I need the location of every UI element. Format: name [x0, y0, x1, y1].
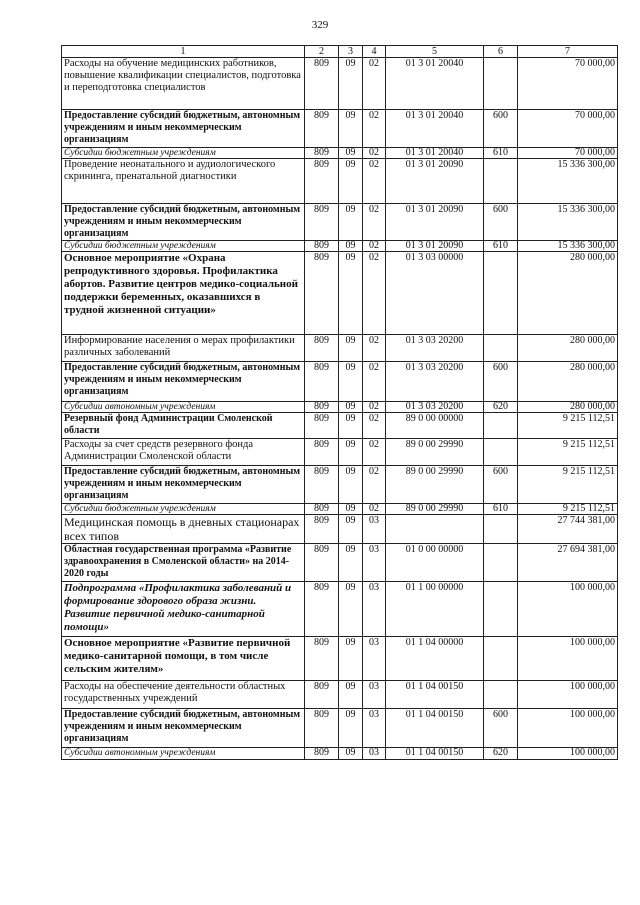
row-name: Субсидии бюджетным учреждениям: [62, 148, 305, 159]
row-section-code: 09: [339, 402, 363, 413]
row-name: Предоставление субсидий бюджетным, автономным учреждениям и иным некоммерческим организациям: [62, 204, 305, 241]
row-expense-type: [484, 159, 518, 204]
row-name: Информирование населения о мерах профилактики различных заболеваний: [62, 335, 305, 362]
row-amount: 280 000,00: [518, 402, 618, 413]
row-expense-type: 600: [484, 110, 518, 148]
row-section-code: 09: [339, 582, 363, 637]
row-amount: 280 000,00: [518, 335, 618, 362]
row-amount: 27 694 381,00: [518, 544, 618, 582]
table-row: [62, 504, 618, 515]
row-target-article: 01 3 01 20040: [386, 110, 484, 148]
row-target-article: 01 3 03 20200: [386, 362, 484, 402]
table-body: [62, 58, 618, 760]
row-expense-type: 610: [484, 504, 518, 515]
row-name: Предоставление субсидий бюджетным, автономным учреждениям и иным некоммерческим организациям: [62, 362, 305, 402]
row-expense-type: 600: [484, 709, 518, 748]
table-row: [62, 335, 618, 362]
row-section-code: 09: [339, 637, 363, 681]
row-section-code: 09: [339, 110, 363, 148]
row-ministry-code: 809: [305, 709, 339, 748]
row-name: Предоставление субсидий бюджетным, автономным учреждениям и иным некоммерческим организациям: [62, 466, 305, 504]
table-row: [62, 58, 618, 110]
row-ministry-code: 809: [305, 681, 339, 709]
page-number: 329: [311, 19, 329, 31]
table-row: [62, 252, 618, 335]
row-expense-type: 610: [484, 148, 518, 159]
row-name: Расходы на обеспечение деятельности областных государственных учреждений: [62, 681, 305, 709]
row-section-code: 09: [339, 148, 363, 159]
row-ministry-code: 809: [305, 402, 339, 413]
row-expense-type: 600: [484, 204, 518, 241]
row-subsection-code: 02: [363, 439, 386, 466]
row-subsection-code: 02: [363, 252, 386, 335]
table-row: [62, 748, 618, 760]
row-ministry-code: 809: [305, 148, 339, 159]
row-target-article: 01 3 01 20040: [386, 58, 484, 110]
row-name: Основное мероприятие «Развитие первичной медико-санитарной помощи, в том числе сельским жителям»: [62, 637, 305, 681]
row-section-code: 09: [339, 241, 363, 252]
row-section-code: 09: [339, 748, 363, 760]
row-expense-type: 600: [484, 466, 518, 504]
row-section-code: 09: [339, 159, 363, 204]
row-subsection-code: 02: [363, 504, 386, 515]
row-section-code: 09: [339, 515, 363, 544]
row-amount: 9 215 112,51: [518, 439, 618, 466]
row-target-article: 01 3 03 20200: [386, 335, 484, 362]
table-row: [62, 582, 618, 637]
row-subsection-code: 03: [363, 582, 386, 637]
row-ministry-code: 809: [305, 252, 339, 335]
col-header-6: 6: [484, 46, 518, 58]
row-section-code: 09: [339, 466, 363, 504]
row-target-article: 01 0 00 00000: [386, 544, 484, 582]
row-target-article: 89 0 00 29990: [386, 504, 484, 515]
row-section-code: 09: [339, 504, 363, 515]
col-header-3: 3: [339, 46, 363, 58]
table-row: [62, 159, 618, 204]
row-amount: 100 000,00: [518, 681, 618, 709]
row-amount: 9 215 112,51: [518, 413, 618, 439]
row-name: Субсидии бюджетным учреждениям: [62, 241, 305, 252]
row-target-article: 89 0 00 29990: [386, 439, 484, 466]
row-subsection-code: 03: [363, 544, 386, 582]
row-ministry-code: 809: [305, 241, 339, 252]
table-row: [62, 466, 618, 504]
row-amount: 280 000,00: [518, 362, 618, 402]
row-ministry-code: 809: [305, 335, 339, 362]
row-section-code: 09: [339, 252, 363, 335]
row-ministry-code: 809: [305, 504, 339, 515]
row-target-article: 01 1 04 00150: [386, 681, 484, 709]
row-section-code: 09: [339, 709, 363, 748]
row-amount: 15 336 300,00: [518, 204, 618, 241]
row-name: Проведение неонатального и аудиологического скрининга, пренатальной диагностики: [62, 159, 305, 204]
row-subsection-code: 02: [363, 58, 386, 110]
row-amount: 15 336 300,00: [518, 241, 618, 252]
row-ministry-code: 809: [305, 515, 339, 544]
row-expense-type: 620: [484, 748, 518, 760]
row-name: Подпрограмма «Профилактика заболеваний и формирование здорового образа жизни. Развитие первичной медико-санитарной помощи»: [62, 582, 305, 637]
row-amount: 70 000,00: [518, 110, 618, 148]
row-ministry-code: 809: [305, 58, 339, 110]
row-amount: 9 215 112,51: [518, 466, 618, 504]
row-subsection-code: 02: [363, 335, 386, 362]
row-amount: 100 000,00: [518, 637, 618, 681]
row-name: Предоставление субсидий бюджетным, автономным учреждениям и иным некоммерческим организациям: [62, 709, 305, 748]
row-ministry-code: 809: [305, 413, 339, 439]
row-subsection-code: 02: [363, 159, 386, 204]
row-amount: 15 336 300,00: [518, 159, 618, 204]
col-header-5: 5: [386, 46, 484, 58]
row-subsection-code: 02: [363, 413, 386, 439]
row-name: Расходы на обучение медицинских работников, повышение квалификации специалистов, подготовка и переподготовка специалистов: [62, 58, 305, 110]
row-section-code: 09: [339, 681, 363, 709]
table-row: [62, 204, 618, 241]
row-subsection-code: 03: [363, 637, 386, 681]
row-section-code: 09: [339, 544, 363, 582]
col-header-4: 4: [363, 46, 386, 58]
row-name: Основное мероприятие «Охрана репродуктивного здоровья. Профилактика абортов. Развитие центров медико-социальной поддержки беременных, оказавшихся в трудной жизненной ситуации»: [62, 252, 305, 335]
row-subsection-code: 03: [363, 681, 386, 709]
row-subsection-code: 02: [363, 466, 386, 504]
row-name: Областная государственная программа «Развитие здравоохранения в Смоленской области» на 2014-2020 годы: [62, 544, 305, 582]
row-name: Медицинская помощь в дневных стационарах всех типов: [62, 515, 305, 544]
row-ministry-code: 809: [305, 110, 339, 148]
row-ministry-code: 809: [305, 748, 339, 760]
row-name: Субсидии автономным учреждениям: [62, 748, 305, 760]
row-subsection-code: 02: [363, 110, 386, 148]
row-subsection-code: 02: [363, 402, 386, 413]
table-row: [62, 413, 618, 439]
row-ministry-code: 809: [305, 362, 339, 402]
row-subsection-code: 03: [363, 515, 386, 544]
row-amount: 70 000,00: [518, 148, 618, 159]
table-row: [62, 402, 618, 413]
row-name: Предоставление субсидий бюджетным, автономным учреждениям и иным некоммерческим организациям: [62, 110, 305, 148]
row-expense-type: [484, 515, 518, 544]
row-section-code: 09: [339, 362, 363, 402]
row-subsection-code: 03: [363, 709, 386, 748]
table-row: [62, 110, 618, 148]
row-target-article: [386, 515, 484, 544]
header-row: [62, 46, 618, 58]
table-row: [62, 544, 618, 582]
row-ministry-code: 809: [305, 544, 339, 582]
row-target-article: 01 1 04 00000: [386, 637, 484, 681]
table-row: [62, 148, 618, 159]
row-subsection-code: 02: [363, 148, 386, 159]
row-target-article: 01 3 03 20200: [386, 402, 484, 413]
table-row: [62, 362, 618, 402]
row-expense-type: [484, 58, 518, 110]
table-row: [62, 515, 618, 544]
row-name: Субсидии автономным учреждениям: [62, 402, 305, 413]
row-expense-type: [484, 413, 518, 439]
row-section-code: 09: [339, 335, 363, 362]
row-target-article: 01 1 04 00150: [386, 748, 484, 760]
row-section-code: 09: [339, 413, 363, 439]
row-target-article: 01 3 01 20090: [386, 204, 484, 241]
row-subsection-code: 02: [363, 362, 386, 402]
row-amount: 70 000,00: [518, 58, 618, 110]
row-expense-type: [484, 335, 518, 362]
row-target-article: 01 3 03 00000: [386, 252, 484, 335]
row-amount: 9 215 112,51: [518, 504, 618, 515]
row-expense-type: [484, 681, 518, 709]
row-amount: 100 000,00: [518, 582, 618, 637]
row-ministry-code: 809: [305, 466, 339, 504]
row-name: Субсидии бюджетным учреждениям: [62, 504, 305, 515]
row-expense-type: [484, 582, 518, 637]
row-ministry-code: 809: [305, 637, 339, 681]
row-amount: 100 000,00: [518, 748, 618, 760]
row-ministry-code: 809: [305, 159, 339, 204]
row-expense-type: 610: [484, 241, 518, 252]
table-row: [62, 439, 618, 466]
row-target-article: 01 1 00 00000: [386, 582, 484, 637]
row-ministry-code: 809: [305, 204, 339, 241]
row-ministry-code: 809: [305, 439, 339, 466]
row-amount: 27 744 381,00: [518, 515, 618, 544]
row-subsection-code: 03: [363, 748, 386, 760]
row-target-article: 01 3 01 20040: [386, 148, 484, 159]
row-section-code: 09: [339, 204, 363, 241]
table-row: [62, 709, 618, 748]
table-row: [62, 637, 618, 681]
table-row: [62, 681, 618, 709]
row-expense-type: 600: [484, 362, 518, 402]
row-name: Расходы за счет средств резервного фонда Администрации Смоленской области: [62, 439, 305, 466]
row-target-article: 01 3 01 20090: [386, 159, 484, 204]
col-header-2: 2: [305, 46, 339, 58]
row-expense-type: [484, 439, 518, 466]
col-header-1: 1: [62, 46, 305, 58]
row-target-article: 89 0 00 00000: [386, 413, 484, 439]
row-subsection-code: 02: [363, 241, 386, 252]
row-section-code: 09: [339, 58, 363, 110]
row-subsection-code: 02: [363, 204, 386, 241]
table-row: [62, 241, 618, 252]
row-ministry-code: 809: [305, 582, 339, 637]
row-expense-type: [484, 252, 518, 335]
row-target-article: 01 3 01 20090: [386, 241, 484, 252]
col-header-7: 7: [518, 46, 618, 58]
row-amount: 100 000,00: [518, 709, 618, 748]
row-section-code: 09: [339, 439, 363, 466]
row-expense-type: 620: [484, 402, 518, 413]
row-name: Резервный фонд Администрации Смоленской области: [62, 413, 305, 439]
row-expense-type: [484, 637, 518, 681]
row-expense-type: [484, 544, 518, 582]
row-target-article: 89 0 00 29990: [386, 466, 484, 504]
row-amount: 280 000,00: [518, 252, 618, 335]
row-target-article: 01 1 04 00150: [386, 709, 484, 748]
budget-table: [61, 45, 618, 760]
